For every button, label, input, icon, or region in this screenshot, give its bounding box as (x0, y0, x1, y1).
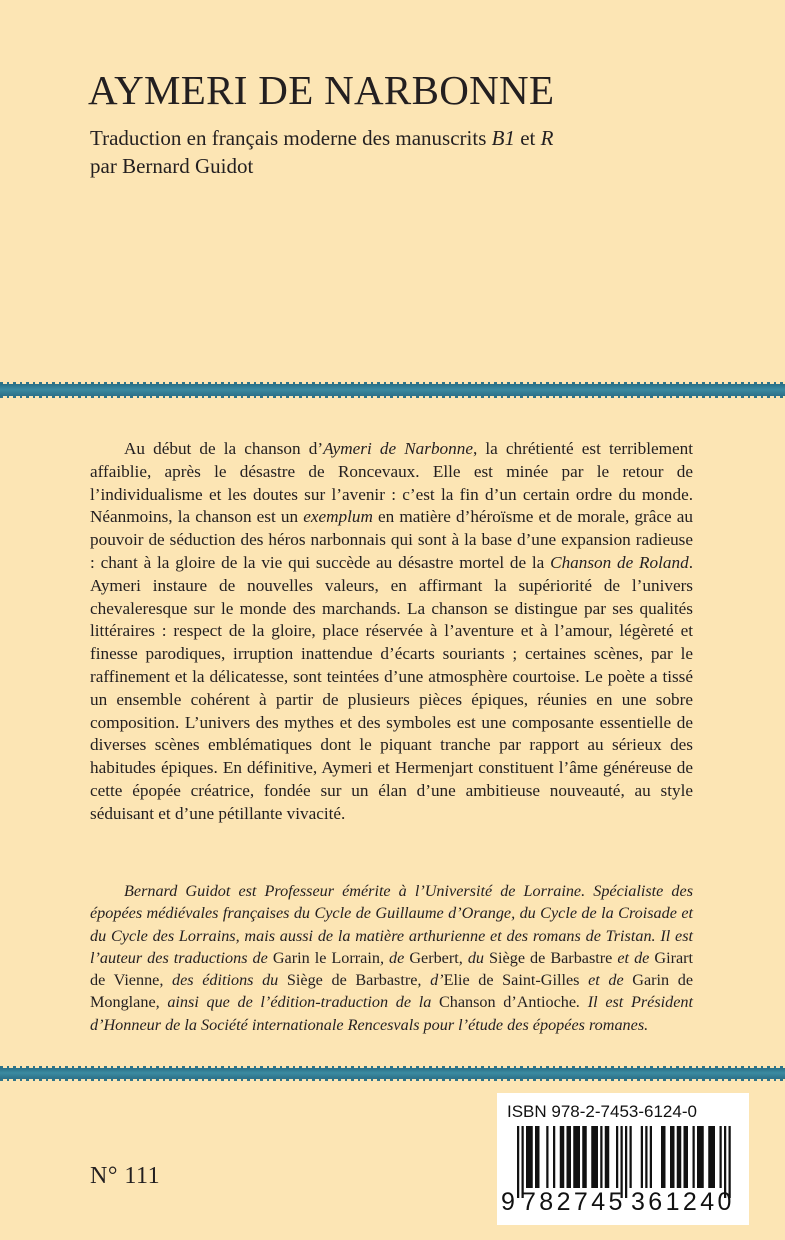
author-bio (90, 880, 693, 1036)
barcode-bar (567, 1126, 572, 1188)
bio-text: , des éditions du (159, 971, 287, 990)
barcode-bar (677, 1126, 682, 1188)
subtitle-conjunction: et (514, 126, 541, 150)
barcode-bar (661, 1126, 666, 1188)
barcode-bar (526, 1126, 533, 1188)
barcode-bar (560, 1126, 565, 1188)
work-title: Aymeri de Narbonne (323, 439, 473, 458)
desc-text: en matière d’héroïsme et de morale, grâce au pouvoir de séduction des héros narbonnais qui sont à la base d’une expansion radieuse : chant à la gloire de la vie qui succède au désastre mortel de la (90, 507, 693, 572)
decorative-band-bottom (0, 1068, 785, 1079)
barcode-bar (645, 1126, 647, 1188)
bio-text: , du (458, 948, 490, 967)
description-paragraph (90, 438, 693, 826)
work-title: Elie de Saint-Gilles (443, 971, 580, 990)
subtitle-prefix: Traduction en français moderne des manuscrits (90, 126, 492, 150)
barcode-bar (693, 1126, 695, 1188)
barcode-bar (600, 1126, 602, 1188)
barcode-bar (720, 1126, 722, 1188)
barcode-bar (708, 1126, 715, 1188)
desc-text: Au début de la chanson d’ (124, 439, 324, 458)
bio-text: et de (612, 948, 655, 967)
work-title: Siège de Barbastre (286, 971, 418, 990)
book-subtitle (90, 124, 690, 180)
ean-first-digit: 9 (501, 1188, 515, 1216)
latin-term: exemplum (303, 507, 373, 527)
work-title: Gerbert (409, 948, 459, 967)
barcode (497, 1093, 749, 1225)
work-title: Garin le Lorrain (272, 948, 380, 967)
ean-left-digits: 782745 (522, 1188, 626, 1216)
barcode-bar (546, 1126, 548, 1188)
barcode-bar (684, 1126, 689, 1188)
work-title: Garin de Monglane (90, 971, 694, 1012)
bio-text: , d’ (417, 971, 444, 990)
barcode-bar (517, 1126, 519, 1198)
barcode-bar (605, 1126, 610, 1188)
barcode-bar (553, 1126, 555, 1188)
barcode-bar (650, 1126, 652, 1188)
barcode-bar (582, 1126, 587, 1188)
barcode-bar (573, 1126, 580, 1188)
decorative-band-top (0, 384, 785, 396)
manuscript-r: R (540, 126, 554, 150)
bio-text: et de (579, 971, 633, 990)
barcode-bar (616, 1126, 618, 1188)
manuscript-b1: B1 (491, 126, 515, 150)
barcode-bar (591, 1126, 598, 1188)
translator-line: par Bernard Guidot (90, 154, 254, 178)
work-title: Chanson d’Antioche (438, 993, 577, 1012)
bio-text: , ainsi que de l’édition-traduction de la (155, 993, 439, 1012)
barcode-bar (697, 1126, 704, 1188)
bio-text: , de (379, 948, 410, 967)
isbn-label: ISBN 978-2-7453-6124-0 (507, 1102, 697, 1121)
barcode-bar (535, 1126, 540, 1188)
barcode-bar (670, 1126, 675, 1188)
desc-text: , la chrétienté est terriblement affaiblie, après le désastre de Roncevaux. Elle est minée par le retour de l’individualisme et les doutes sur l’avenir : c’est la fin d’un certain ordre du monde. Néanmoins, la chanson est un (90, 439, 693, 527)
work-title: Chanson de Roland (550, 552, 689, 572)
series-number: N° 111 (90, 1163, 161, 1189)
desc-text: . Aymeri instaure de nouvelles valeurs, en affirmant la supériorité de l’univers chevaleresque sur le monde des marchands. La chanson se distingue par ses qualités littéraires : respect de la gloire, place réservée à l’aventure et à l’amour, légèreté et finesse parodiques, irruption inattendue d’écarts souriants ; certaines scènes, par le raffinement et la délicatesse, sont teintées d’une atmosphère courtoise. Le poète a tissé un ensemble cohérent à partir de plusieurs pièces épiques, réunies en une sobre composition. L’univers des mythes et des symboles est une composante essentielle de diverses scènes emblématiques dont le piquant tranche par rapport au sérieux des habitudes épiques. En définitive, Aymeri et Hermenjart constituent l’âme généreuse de cette épopée créatrice, fondée sur un élan d’une ambitieuse nouveauté, au style séduisant et d’une pétillante vivacité. (90, 552, 693, 823)
ean-right-digits: 361240 (631, 1188, 735, 1216)
barcode-bar (630, 1126, 632, 1188)
bio-text: Bernard Guidot est Professeur émérite à l’Université de Lorraine. Spécialiste des épopées médiévales françaises du Cycle de Guillaume d’Orange, du Cycle de la Croisade et du Cycle des Lorrains, mais aussi de la matière arthurienne et des romans de Tristan. Il est l’auteur des traductions de (90, 882, 693, 967)
barcode-bar (641, 1126, 643, 1188)
bio-text: . Il est Président d’Honneur de la Société internationale Rencesvals pour l’étude des épopées romanes. (90, 993, 693, 1034)
book-title: AYMERI DE NARBONNE (88, 67, 555, 113)
work-title: Girart de Vienne (90, 948, 694, 990)
work-title: Siège de Barbastre (489, 948, 613, 967)
